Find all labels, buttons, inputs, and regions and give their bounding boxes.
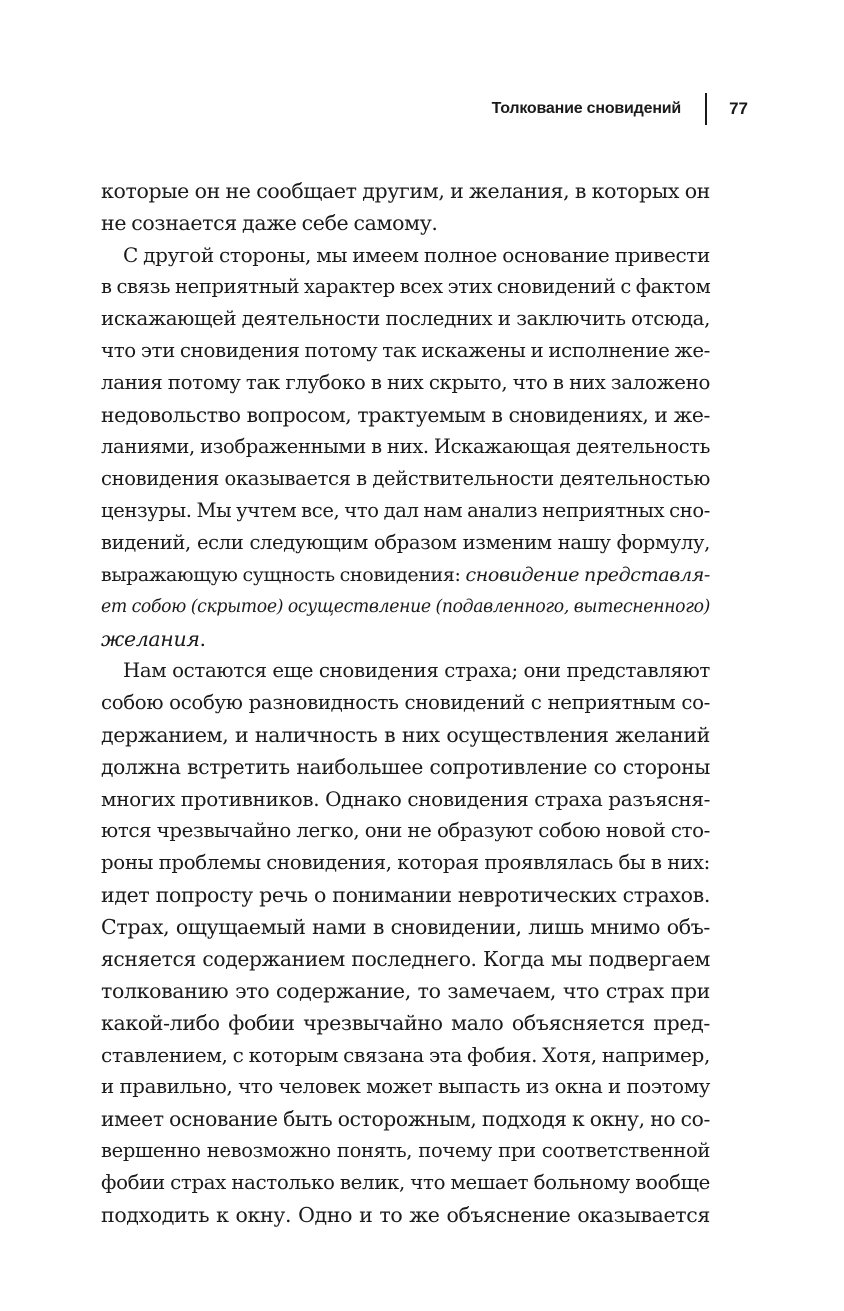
text-line: что эти сновидения потому так искажены и исполнение же-	[101, 339, 710, 362]
text-line: цензуры. Мы учтем все, что дал нам анализ неприятных сно-	[101, 499, 710, 522]
header-divider	[705, 93, 707, 125]
text-line: держанием, и наличность в них осуществления желаний	[101, 723, 710, 747]
text-line: которые он не сообщает другим, и желания, в которых он	[101, 179, 710, 203]
running-header	[492, 92, 748, 126]
text-line: ясняется содержанием последнего. Когда мы подвергаем	[101, 947, 710, 971]
text-line: ставлением, с которым связана эта фобия. Хотя, например,	[101, 1043, 710, 1067]
text-line: фобии страх настолько велик, что мешает больному вообще	[101, 1171, 710, 1194]
text-line: имеет основание быть осторожным, подходя к окну, но со-	[101, 1107, 710, 1131]
text-line: многих противников. Однако сновидения страха разъясня-	[101, 787, 710, 811]
text-line: роны проблемы сновидения, которая проявлялась бы в них:	[101, 851, 710, 874]
page-number: 77	[729, 99, 748, 118]
text-line: ет собою (скрытое) осуществление (подавленного, вытесненного)	[101, 597, 710, 617]
body-text	[101, 175, 710, 1231]
text-line: вершенно невозможно понять, почему при соответственной	[101, 1139, 710, 1162]
text-line: видений, если следующим образом изменим нашу формулу,	[101, 531, 710, 554]
text-line: Страх, ощущаемый нами в сновидении, лишь мнимо объ-	[101, 915, 710, 939]
text-line: сновидения оказывается в действительности деятельностью	[101, 467, 710, 490]
text-line: какой-либо фобии чрезвычайно мало объясняется пред-	[101, 1011, 710, 1035]
text-line: лания потому так глубоко в них скрыто, что в них заложено	[101, 371, 710, 394]
text-line: Нам остаются еще сновидения страха; они представляют	[123, 659, 710, 682]
running-title: Толкование сновидений	[491, 100, 682, 117]
text-line: в связь неприятный характер всех этих сновидений с фактом	[101, 275, 711, 298]
text-line: искажающей деятельности последних и заключить отсюда,	[101, 307, 710, 330]
text-line: толкованию это содержание, то замечаем, что страх при	[101, 979, 710, 1003]
text-line: С другой стороны, мы имеем полное основание привести	[123, 243, 710, 267]
text-line: ются чрезвычайно легко, они не образуют собою новой сто-	[101, 819, 710, 842]
text-line: желания.	[101, 627, 206, 651]
text-line: подходить к окну. Одно и то же объяснение оказывается	[101, 1203, 710, 1227]
text-line: должна встретить наибольшее сопротивление со стороны	[101, 755, 710, 779]
text-line: ланиями, изображенными в них. Искажающая деятельность	[101, 435, 710, 458]
text-line: идет попросту речь о понимании невротических страхов.	[101, 883, 710, 907]
text-line: и правильно, что человек может выпасть из окна и поэтому	[101, 1075, 710, 1098]
text-line: собою особую разновидность сновидений с неприятным со-	[101, 691, 710, 714]
text-line: не сознается даже себе самому.	[101, 211, 438, 235]
text-line: выражающую сущность сновидения: сновидение представля-	[101, 564, 711, 586]
text-line: недовольство вопросом, трактуемым в сновидениях, и же-	[101, 403, 710, 427]
